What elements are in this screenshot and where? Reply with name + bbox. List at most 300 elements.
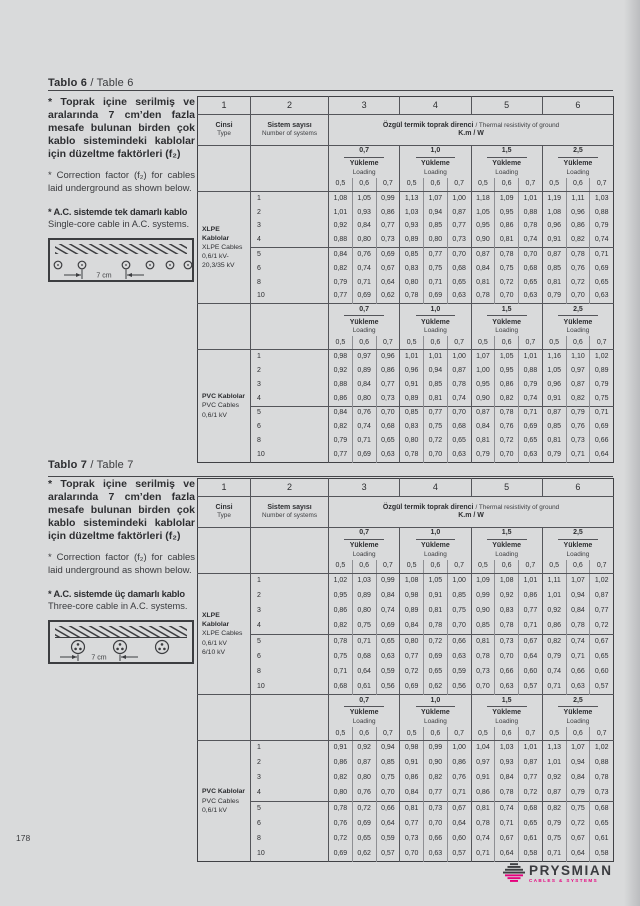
factor-value-cell: 0,73 xyxy=(424,801,448,816)
factor-value-cell: 0,87 xyxy=(542,248,566,262)
loading-value: 0,5 xyxy=(471,727,495,741)
factor-value-cell: 0,78 xyxy=(471,290,495,304)
cable-circle xyxy=(156,641,169,654)
dimension-label: 7 cm xyxy=(91,654,107,662)
resistivity-value: 1,5 xyxy=(471,146,542,160)
loading-value: 0,5 xyxy=(329,727,353,741)
system-count-cell: 8 xyxy=(251,831,329,846)
factor-value-cell: 0,75 xyxy=(424,262,448,276)
factor-value-cell: 0,65 xyxy=(590,649,614,664)
factor-value-cell: 0,72 xyxy=(495,434,519,448)
factor-value-cell: 0,60 xyxy=(590,664,614,679)
factor-value-cell: 0,56 xyxy=(447,679,471,694)
loading-value: 0,6 xyxy=(424,727,448,741)
factor-value-cell: 0,66 xyxy=(495,664,519,679)
factor-value-cell: 0,72 xyxy=(424,434,448,448)
column-number: 4 xyxy=(400,479,471,497)
factor-value-cell: 0,77 xyxy=(424,248,448,262)
loading-value: 0,7 xyxy=(519,336,543,350)
factor-value-cell: 0,77 xyxy=(447,220,471,234)
factor-value-cell: 0,86 xyxy=(471,786,495,801)
loading-value: 0,7 xyxy=(376,336,400,350)
factor-value-cell: 0,89 xyxy=(400,233,424,247)
factor-value-cell: 1,01 xyxy=(329,206,353,220)
factor-value-cell: 0,70 xyxy=(495,290,519,304)
type-header: Cinsi Type xyxy=(198,497,251,528)
loading-value: 0,5 xyxy=(542,727,566,741)
table6-title xyxy=(48,77,134,89)
factor-value-cell: 0,93 xyxy=(400,220,424,234)
loading-header: Yükleme Loading xyxy=(400,708,471,727)
factor-value-cell: 0,81 xyxy=(471,434,495,448)
factor-value-cell: 1,03 xyxy=(495,741,519,756)
table6-system-type-tr: * A.C. sistemde tek damarlı kablo xyxy=(48,207,188,217)
factor-value-cell: 0,71 xyxy=(352,634,376,649)
factor-value-cell: 1,09 xyxy=(495,192,519,206)
factor-value-cell: 0,95 xyxy=(495,206,519,220)
factor-value-cell: 1,05 xyxy=(471,206,495,220)
factor-value-cell: 0,62 xyxy=(376,290,400,304)
factor-value-cell: 0,72 xyxy=(566,276,590,290)
table6-correction-note: * Correction factor (f₂) for cables laid underground as shown below. xyxy=(48,170,195,194)
brand-name: PRYSMIAN xyxy=(529,862,613,878)
factor-value-cell: 0,62 xyxy=(352,846,376,861)
factor-value-cell: 0,65 xyxy=(447,434,471,448)
factor-value-cell: 1,00 xyxy=(447,192,471,206)
factor-value-cell: 0,71 xyxy=(590,406,614,420)
prysmian-logo xyxy=(503,862,613,884)
factor-value-cell: 0,62 xyxy=(424,679,448,694)
factor-value-cell: 0,68 xyxy=(329,679,353,694)
loading-value: 0,5 xyxy=(471,560,495,574)
loading-value: 0,6 xyxy=(495,560,519,574)
factor-value-cell: 0,79 xyxy=(329,434,353,448)
factor-value-cell: 0,81 xyxy=(400,801,424,816)
factor-value-cell: 0,56 xyxy=(376,679,400,694)
factor-value-cell: 1,04 xyxy=(471,741,495,756)
factor-value-cell: 0,66 xyxy=(376,801,400,816)
column-number: 4 xyxy=(400,97,471,115)
system-count-cell: 5 xyxy=(251,801,329,816)
loading-value: 0,7 xyxy=(519,178,543,192)
factor-value-cell: 0,76 xyxy=(566,262,590,276)
factor-value-cell: 0,71 xyxy=(352,434,376,448)
system-count-cell: 2 xyxy=(251,206,329,220)
loading-header: Yükleme Loading xyxy=(542,159,613,178)
factor-value-cell: 0,94 xyxy=(424,364,448,378)
factor-value-cell: 0,63 xyxy=(590,290,614,304)
ground-hatch xyxy=(55,626,187,637)
factor-value-cell: 0,79 xyxy=(566,786,590,801)
factor-value-cell: 0,66 xyxy=(447,634,471,649)
loading-value: 0,7 xyxy=(376,178,400,192)
factor-value-cell: 0,81 xyxy=(471,634,495,649)
spacer-cell xyxy=(251,304,329,350)
spacer-cell xyxy=(251,146,329,192)
factor-value-cell: 0,63 xyxy=(519,290,543,304)
loading-value: 0,5 xyxy=(400,727,424,741)
loading-header: Yükleme Loading xyxy=(329,708,400,727)
factor-value-cell: 0,82 xyxy=(566,392,590,406)
factor-value-cell: 0,90 xyxy=(424,756,448,771)
factor-value-cell: 0,85 xyxy=(400,406,424,420)
factor-value-cell: 0,89 xyxy=(400,604,424,619)
factor-value-cell: 0,88 xyxy=(329,378,353,392)
factor-value-cell: 0,91 xyxy=(542,233,566,247)
factor-value-cell: 0,95 xyxy=(471,220,495,234)
factor-value-cell: 1,00 xyxy=(447,574,471,589)
factor-value-cell: 0,98 xyxy=(400,741,424,756)
system-count-cell: 6 xyxy=(251,420,329,434)
factor-value-cell: 0,58 xyxy=(590,846,614,861)
loading-value: 0,5 xyxy=(471,178,495,192)
factor-value-cell: 0,68 xyxy=(352,649,376,664)
table7-title xyxy=(48,459,134,471)
factor-value-cell: 0,58 xyxy=(519,846,543,861)
factor-value-cell: 0,70 xyxy=(424,817,448,832)
factor-value-cell: 0,68 xyxy=(376,420,400,434)
factor-value-cell: 0,71 xyxy=(352,276,376,290)
factor-value-cell: 0,74 xyxy=(471,831,495,846)
factor-value-cell: 0,57 xyxy=(447,846,471,861)
loading-value: 0,7 xyxy=(590,178,614,192)
single-core-laying-diagram xyxy=(48,238,195,287)
factor-value-cell: 0,78 xyxy=(400,448,424,462)
factor-value-cell: 0,77 xyxy=(424,786,448,801)
loading-value: 0,5 xyxy=(400,178,424,192)
factor-value-cell: 0,82 xyxy=(329,619,353,634)
factor-value-cell: 0,85 xyxy=(542,262,566,276)
factor-value-cell: 0,64 xyxy=(519,649,543,664)
factor-value-cell: 0,77 xyxy=(400,649,424,664)
factor-value-cell: 1,13 xyxy=(400,192,424,206)
factor-value-cell: 0,78 xyxy=(400,290,424,304)
factor-value-cell: 1,10 xyxy=(566,350,590,364)
factor-value-cell: 0,72 xyxy=(566,817,590,832)
factor-value-cell: 0,73 xyxy=(376,233,400,247)
factor-value-cell: 0,78 xyxy=(424,619,448,634)
factor-value-cell: 0,86 xyxy=(376,206,400,220)
loading-header: Yükleme Loading xyxy=(471,708,542,727)
factor-value-cell: 0,84 xyxy=(400,619,424,634)
loading-value: 0,6 xyxy=(424,336,448,350)
table7-grid xyxy=(197,478,614,862)
factor-value-cell: 0,63 xyxy=(519,448,543,462)
system-count-cell: 2 xyxy=(251,756,329,771)
factor-value-cell: 0,68 xyxy=(447,420,471,434)
factor-value-cell: 0,80 xyxy=(352,233,376,247)
factor-value-cell: 0,71 xyxy=(542,679,566,694)
factor-value-cell: 0,63 xyxy=(447,448,471,462)
system-count-cell: 4 xyxy=(251,786,329,801)
factor-value-cell: 1,07 xyxy=(566,574,590,589)
factor-value-cell: 0,87 xyxy=(566,378,590,392)
factor-value-cell: 0,69 xyxy=(329,846,353,861)
factor-value-cell: 0,85 xyxy=(542,420,566,434)
factor-value-cell: 0,71 xyxy=(447,786,471,801)
loading-value: 0,6 xyxy=(566,727,590,741)
factor-value-cell: 0,84 xyxy=(352,220,376,234)
factor-value-cell: 0,91 xyxy=(424,589,448,604)
factor-value-cell: 0,79 xyxy=(590,220,614,234)
factor-value-cell: 0,74 xyxy=(352,262,376,276)
factor-value-cell: 1,16 xyxy=(542,350,566,364)
factor-value-cell: 0,80 xyxy=(424,233,448,247)
column-number: 2 xyxy=(251,97,329,115)
factor-value-cell: 0,67 xyxy=(566,831,590,846)
factor-value-cell: 0,64 xyxy=(376,276,400,290)
factor-value-cell: 1,00 xyxy=(447,741,471,756)
factor-value-cell: 1,19 xyxy=(542,192,566,206)
factor-value-cell: 0,71 xyxy=(519,406,543,420)
factor-value-cell: 0,69 xyxy=(376,619,400,634)
factor-value-cell: 0,74 xyxy=(376,604,400,619)
table7-title-en: / Table 7 xyxy=(90,459,134,471)
column-number: 5 xyxy=(471,97,542,115)
factor-value-cell: 0,82 xyxy=(495,392,519,406)
factor-value-cell: 0,82 xyxy=(542,801,566,816)
factor-value-cell: 0,71 xyxy=(519,619,543,634)
factor-value-cell: 0,70 xyxy=(447,619,471,634)
factor-value-cell: 0,99 xyxy=(424,741,448,756)
system-count-cell: 3 xyxy=(251,604,329,619)
factor-value-cell: 0,76 xyxy=(352,406,376,420)
column-number: 3 xyxy=(329,479,400,497)
factor-value-cell: 0,92 xyxy=(329,220,353,234)
factor-value-cell: 0,68 xyxy=(519,262,543,276)
factor-value-cell: 0,64 xyxy=(352,664,376,679)
factor-value-cell: 0,86 xyxy=(329,756,353,771)
factor-value-cell: 0,74 xyxy=(590,233,614,247)
table6-intro-text: * Toprak içine serilmiş ve aralarında 7 cm’den fazla mesafe bulunan birden çok kablo sistemindeki kablolar için düzeltme faktörleri (f₂) xyxy=(48,96,195,160)
system-count-cell: 5 xyxy=(251,634,329,649)
factor-value-cell: 0,86 xyxy=(329,604,353,619)
factor-value-cell: 1,01 xyxy=(542,589,566,604)
factor-value-cell: 0,73 xyxy=(566,434,590,448)
loading-header: Yükleme Loading xyxy=(329,317,400,336)
system-count-cell: 8 xyxy=(251,276,329,290)
factor-value-cell: 0,78 xyxy=(495,406,519,420)
factor-value-cell: 0,78 xyxy=(471,649,495,664)
factor-value-cell: 0,95 xyxy=(495,364,519,378)
factor-value-cell: 0,83 xyxy=(495,604,519,619)
factor-value-cell: 0,63 xyxy=(376,448,400,462)
factor-value-cell: 0,68 xyxy=(447,262,471,276)
factor-value-cell: 1,02 xyxy=(590,741,614,756)
system-count-cell: 1 xyxy=(251,192,329,206)
factor-value-cell: 0,64 xyxy=(447,817,471,832)
factor-value-cell: 1,01 xyxy=(424,350,448,364)
loading-value: 0,7 xyxy=(590,336,614,350)
loading-header: Yükleme Loading xyxy=(542,317,613,336)
factor-value-cell: 0,69 xyxy=(424,649,448,664)
factor-value-cell: 0,98 xyxy=(400,589,424,604)
factor-value-cell: 0,84 xyxy=(352,378,376,392)
factor-value-cell: 0,94 xyxy=(424,206,448,220)
loading-value: 0,7 xyxy=(447,336,471,350)
factor-value-cell: 0,82 xyxy=(566,233,590,247)
loading-value: 0,6 xyxy=(495,336,519,350)
factor-value-cell: 0,70 xyxy=(400,846,424,861)
resistivity-value: 2,5 xyxy=(542,304,613,318)
factor-value-cell: 0,78 xyxy=(519,220,543,234)
system-count-cell: 1 xyxy=(251,350,329,364)
system-count-cell: 4 xyxy=(251,392,329,406)
loading-value: 0,5 xyxy=(329,178,353,192)
factor-value-cell: 0,71 xyxy=(424,276,448,290)
spacer-cell xyxy=(198,528,251,574)
factor-value-cell: 0,94 xyxy=(376,741,400,756)
factor-value-cell: 0,82 xyxy=(424,771,448,786)
factor-value-cell: 1,05 xyxy=(352,192,376,206)
factor-value-cell: 1,03 xyxy=(590,192,614,206)
table7-title-tr: Tablo 7 xyxy=(48,459,88,471)
loading-value: 0,5 xyxy=(329,560,353,574)
factor-value-cell: 0,90 xyxy=(471,604,495,619)
loading-value: 0,7 xyxy=(590,560,614,574)
factor-value-cell: 0,73 xyxy=(471,664,495,679)
factor-value-cell: 0,72 xyxy=(519,786,543,801)
factor-value-cell: 0,67 xyxy=(495,831,519,846)
spacer-cell xyxy=(251,528,329,574)
factor-value-cell: 0,71 xyxy=(329,664,353,679)
factor-value-cell: 0,75 xyxy=(542,831,566,846)
factor-value-cell: 1,08 xyxy=(542,206,566,220)
cable-type-label: XLPE Kablolar XLPE Cables 0,6/1 kV 6/10 kV xyxy=(202,612,243,656)
resistivity-value: 1,5 xyxy=(471,304,542,318)
factor-value-cell: 0,57 xyxy=(590,679,614,694)
system-count-cell: 10 xyxy=(251,846,329,861)
cable-type-label: PVC Kablolar PVC Cables 0,6/1 kV xyxy=(202,393,246,419)
factor-value-cell: 0,73 xyxy=(400,831,424,846)
system-count-cell: 6 xyxy=(251,817,329,832)
factor-value-cell: 0,78 xyxy=(566,248,590,262)
factor-value-cell: 0,91 xyxy=(542,392,566,406)
factor-value-cell: 0,82 xyxy=(542,634,566,649)
table6-description xyxy=(48,96,195,287)
factor-value-cell: 0,79 xyxy=(542,290,566,304)
correction-factor-table-1 xyxy=(197,96,614,463)
factor-value-cell: 0,80 xyxy=(400,276,424,290)
loading-value: 0,7 xyxy=(447,178,471,192)
factor-value-cell: 1,03 xyxy=(400,206,424,220)
factor-value-cell: 1,02 xyxy=(590,350,614,364)
factor-value-cell: 0,71 xyxy=(542,846,566,861)
factor-value-cell: 0,78 xyxy=(447,378,471,392)
factor-value-cell: 0,63 xyxy=(566,679,590,694)
factor-value-cell: 0,81 xyxy=(471,276,495,290)
factor-value-cell: 0,72 xyxy=(424,634,448,649)
system-count-cell: 10 xyxy=(251,448,329,462)
factor-value-cell: 1,01 xyxy=(519,574,543,589)
factor-value-cell: 1,01 xyxy=(519,350,543,364)
factor-value-cell: 0,81 xyxy=(495,233,519,247)
single-core-diagram-svg xyxy=(48,238,194,282)
factor-value-cell: 0,84 xyxy=(495,771,519,786)
factor-value-cell: 0,85 xyxy=(424,378,448,392)
system-count-cell: 2 xyxy=(251,589,329,604)
resistivity-value: 2,5 xyxy=(542,146,613,160)
factor-value-cell: 0,67 xyxy=(519,634,543,649)
factor-value-cell: 0,65 xyxy=(590,276,614,290)
factor-value-cell: 0,92 xyxy=(352,741,376,756)
factor-value-cell: 0,64 xyxy=(376,817,400,832)
factor-value-cell: 0,76 xyxy=(447,771,471,786)
factor-value-cell: 1,03 xyxy=(352,574,376,589)
loading-value: 0,6 xyxy=(352,178,376,192)
factor-value-cell: 1,13 xyxy=(542,741,566,756)
system-count-cell: 4 xyxy=(251,233,329,247)
factor-value-cell: 0,87 xyxy=(590,589,614,604)
factor-value-cell: 0,64 xyxy=(495,846,519,861)
factor-value-cell: 0,65 xyxy=(352,831,376,846)
factor-value-cell: 0,85 xyxy=(376,756,400,771)
factor-value-cell: 0,88 xyxy=(519,206,543,220)
factor-value-cell: 0,70 xyxy=(447,248,471,262)
factor-value-cell: 0,71 xyxy=(471,846,495,861)
factor-value-cell: 0,67 xyxy=(590,634,614,649)
factor-value-cell: 0,79 xyxy=(590,378,614,392)
factor-value-cell: 0,76 xyxy=(566,420,590,434)
factor-value-cell: 0,87 xyxy=(352,756,376,771)
column-number: 2 xyxy=(251,479,329,497)
factor-value-cell: 0,59 xyxy=(376,664,400,679)
factor-value-cell: 0,61 xyxy=(352,679,376,694)
system-count-cell: 1 xyxy=(251,741,329,756)
cable-type-label: XLPE Kablolar XLPE Cables 0,6/1 kV- 20,3/35 kV xyxy=(202,225,243,270)
factor-value-cell: 1,02 xyxy=(590,574,614,589)
system-count-cell: 6 xyxy=(251,262,329,276)
system-count-cell: 8 xyxy=(251,434,329,448)
loading-value: 0,6 xyxy=(352,727,376,741)
factor-value-cell: 0,78 xyxy=(566,619,590,634)
loading-header: Yükleme Loading xyxy=(400,317,471,336)
factor-value-cell: 0,86 xyxy=(566,220,590,234)
factor-value-cell: 0,79 xyxy=(329,276,353,290)
factor-value-cell: 0,63 xyxy=(376,649,400,664)
loading-header: Yükleme Loading xyxy=(329,159,400,178)
resistivity-value: 0,7 xyxy=(329,304,400,318)
system-count-cell: 6 xyxy=(251,649,329,664)
factor-value-cell: 0,87 xyxy=(519,756,543,771)
factor-value-cell: 0,71 xyxy=(590,248,614,262)
systems-header: Sistem sayısı Number of systems xyxy=(251,497,329,528)
three-core-laying-diagram xyxy=(48,620,195,669)
loading-value: 0,5 xyxy=(400,336,424,350)
factor-value-cell: 0,79 xyxy=(471,448,495,462)
column-number: 3 xyxy=(329,97,400,115)
factor-value-cell: 0,79 xyxy=(542,649,566,664)
factor-value-cell: 0,76 xyxy=(352,786,376,801)
factor-value-cell: 0,86 xyxy=(329,392,353,406)
factor-value-cell: 0,65 xyxy=(447,276,471,290)
factor-value-cell: 0,94 xyxy=(566,756,590,771)
factor-value-cell: 0,74 xyxy=(566,634,590,649)
factor-value-cell: 0,68 xyxy=(590,801,614,816)
factor-value-cell: 0,72 xyxy=(590,619,614,634)
factor-value-cell: 0,67 xyxy=(376,262,400,276)
factor-value-cell: 0,82 xyxy=(329,262,353,276)
factor-value-cell: 0,84 xyxy=(329,248,353,262)
system-count-cell: 8 xyxy=(251,664,329,679)
loading-value: 0,6 xyxy=(495,178,519,192)
spacer-cell xyxy=(198,146,251,192)
factor-value-cell: 1,02 xyxy=(329,574,353,589)
loading-value: 0,7 xyxy=(590,727,614,741)
loading-value: 0,6 xyxy=(424,178,448,192)
factor-value-cell: 0,88 xyxy=(590,206,614,220)
factor-value-cell: 0,65 xyxy=(424,664,448,679)
